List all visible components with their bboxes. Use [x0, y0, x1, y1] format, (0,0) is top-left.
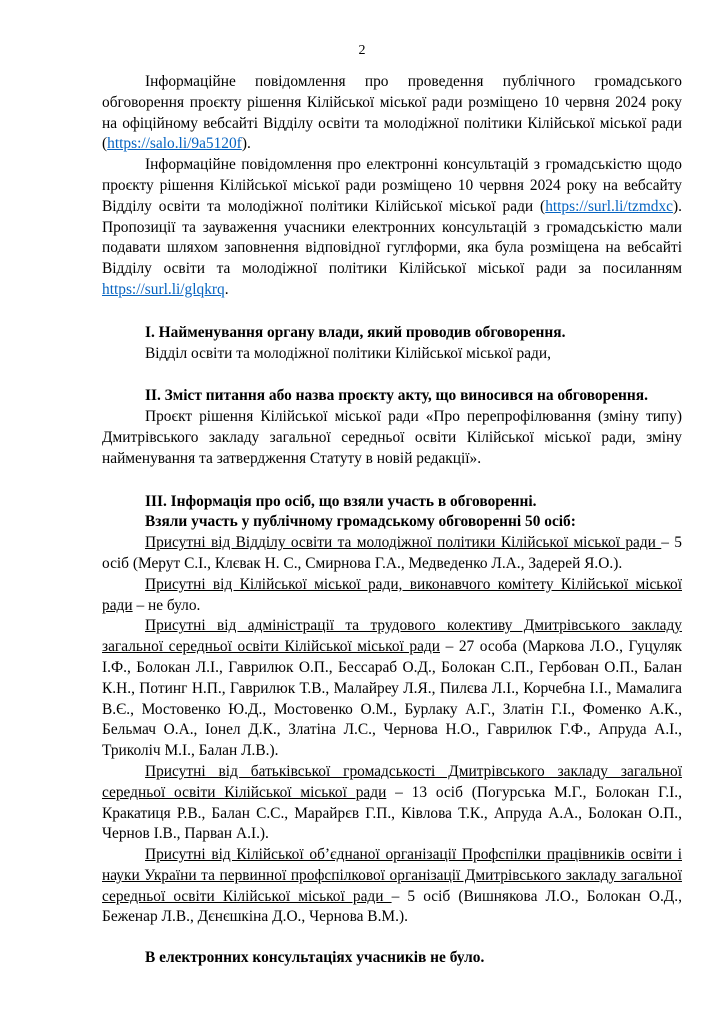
participant-group: Присутні від Кілійської об’єднаної організації Профспілки працівників освіти і науки України та первинної профспілкової організації Дмитрівського закладу загальної середньої освіти Кілійської міської ради: [102, 846, 682, 905]
heading-text: ІІ. Зміст питання або назва проєкту акту, що виносився на обговорення.: [145, 387, 648, 405]
participants-item: [102, 845, 682, 928]
participants-item: [102, 575, 682, 617]
section-2-heading: [102, 386, 682, 407]
closing-text: В електронних консультаціях учасників не було.: [145, 949, 485, 967]
document-body: [102, 72, 682, 969]
section-3-heading: [102, 492, 682, 513]
link-salo[interactable]: https://salo.li/9a5120f: [107, 135, 242, 153]
participants-item: [102, 762, 682, 845]
participant-group: Присутні від Відділу освіти та молодіжної політики Кілійської міської ради: [145, 534, 662, 552]
paragraph-text: Інформаційне повідомлення про проведення публічного громадського обговорення проєкту рішення Кілійської міської ради розміщено 10 червня 2024 року на офіційному вебсайті Відділу освіти та молодіжної політики Кілійської міської ради (: [102, 73, 682, 153]
paragraph-text: ).: [241, 135, 251, 153]
paragraph-text: .: [224, 280, 229, 298]
paragraph-public-discussion: [102, 72, 682, 155]
section-3-subheading: [102, 512, 682, 533]
paragraph-electronic-consultation: [102, 155, 682, 301]
closing-statement: [102, 948, 682, 969]
participants-item: [102, 533, 682, 575]
participant-details: – 5 осіб (Мерут С.І., Клєвак Н. С., Смирнова Г.А., Медведенко Л.А., Задерей Я.О.).: [102, 534, 682, 572]
page-number: 2: [358, 43, 366, 58]
participant-group: Присутні від адміністрації та трудового колективу Дмитрівського закладу загальної середньої освіти Кілійської міської ради: [102, 617, 682, 656]
heading-text: І. Найменування органу влади, який проводив обговорення.: [145, 323, 566, 341]
subheading-text: Взяли участь у публічному громадському обговоренні 50 осіб:: [145, 513, 576, 531]
participants-item: [102, 616, 682, 762]
participant-details: – 5 осіб (Вишнякова Л.О., Болокан О.Д., Беженар Л.В., Дєнєшкіна Д.О., Чернова В.М.).: [102, 887, 682, 926]
section-2-text: Проєкт рішення Кілійської міської ради «Про перепрофілювання (зміну типу) Дмитрівського закладу загальної середньої освіти Кілійської міської ради, зміну найменування та затвердження Статуту в новій редакції».: [102, 408, 682, 467]
section-1-heading: [102, 323, 682, 344]
heading-text: ІІІ. Інформація про осіб, що взяли участь в обговоренні.: [145, 492, 537, 510]
participant-group: Присутні від Кілійської міської ради, виконавчого комітету Кілійської міської ради: [102, 575, 682, 614]
link-tzmdxc[interactable]: https://surl.li/tzmdxc: [545, 197, 674, 215]
paragraph-text: Інформаційне повідомлення про електронні консультацій з громадськістю щодо проєкту рішення Кілійської міської ради розміщено 10 червня 2024 року на вебсайту Відділу освіти та молодіжної політики Кілійської міської ради (: [102, 156, 682, 215]
participant-details: – 27 особа (Маркова Л.О., Гуцуляк І.Ф., Болокан Л.І., Гаврилюк О.П., Бессараб О.Д., Болокан С.П., Гербован О.П., Балан К.Н., Потинг Н.П., Гаврилюк Т.В., Малайреу Л.Я., Пилєва Л.І., Корчебна І.І., Мамалига В.Є., Мостовенко Ю.Д., Мостовенко О.М., Бурлаку А.Г., Златін Г.І., Фоменко А.К., Бельмач О.А., Іонел Д.К., Златіна Л.С., Чернова Н.О., Гаврилюк Г.Ф., Апруда А.І., Триколіч М.І., Балан Л.В.).: [102, 638, 683, 760]
participant-details: – 13 осіб (Погурська М.Г., Болокан Г.І., Кракатиця Р.В., Балан С.С., Марайрєв Г.П., Ківлова Т.К., Апруда А.А., Болокан О.П., Чернов І.В., Парван А.І.).: [102, 783, 682, 843]
link-glqkrq[interactable]: https://surl.li/glqkrq: [102, 280, 225, 298]
participant-group: Присутні від батьківської громадськості Дмитрівського закладу загальної середньої освіти Кілійської міської ради: [102, 762, 682, 801]
section-1-text: Відділ освіти та молодіжної політики Кілійської міської ради,: [145, 344, 551, 362]
paragraph-text: ). Пропозиції та зауваження учасники електронних консультацій з громадськістю мали подавати шляхом заповнення відповідної гуглформи, яка була розміщена на вебсайті Відділу освіти та молодіжної політики Кілійської міської ради за посиланням: [102, 197, 682, 278]
participant-details: – не було.: [132, 596, 201, 614]
